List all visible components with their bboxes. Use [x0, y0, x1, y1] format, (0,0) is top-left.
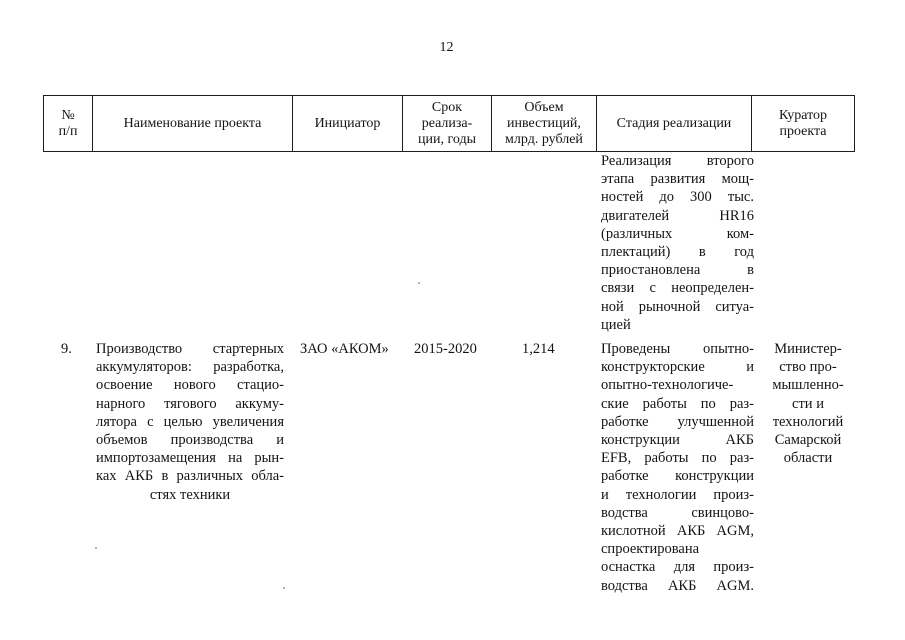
- header-number: № п/п: [58, 107, 78, 139]
- stage-line: и технологии произ-: [601, 486, 754, 503]
- scan-speck: [418, 282, 420, 284]
- header-curator: Куратор проекта: [751, 96, 854, 151]
- continued-stage-cell: [601, 152, 754, 334]
- header-investment: Объем инвестиций, млрд. рублей: [491, 96, 596, 151]
- investment-cell: 1,214: [522, 341, 555, 357]
- curator-line: мышленно-: [772, 377, 844, 394]
- project-name-line: импортозамещения на рын-: [96, 450, 284, 467]
- stage-line: Реализация второго: [601, 153, 754, 169]
- stage-line: этапа развития мощ-: [601, 171, 754, 188]
- stage-line: EFB, работы по раз-: [601, 450, 754, 467]
- stage-line: связи с неопределен-: [601, 280, 754, 297]
- stage-line: ностей до 300 тыс.: [601, 189, 754, 206]
- initiator-cell: ЗАО «АКОМ»: [300, 341, 389, 357]
- project-name-line: Производство стартерных: [96, 341, 284, 357]
- curator-line: технологий: [772, 413, 844, 430]
- curator-line: ство про-: [779, 359, 837, 376]
- stage-line: водства свинцово-: [601, 504, 754, 521]
- stage-line: конструкторские и: [601, 359, 754, 376]
- stage-line: плектаций) в год: [601, 244, 754, 261]
- page-number: 12: [439, 40, 454, 55]
- table-header: [43, 95, 855, 152]
- project-name-line: аккумуляторов: разработка,: [96, 359, 284, 376]
- stage-cell: [601, 340, 754, 595]
- stage-line: ной рыночной ситуа-: [601, 298, 754, 315]
- curator-line: области: [783, 450, 833, 467]
- stage-line: работке улучшенной: [601, 413, 754, 430]
- term-cell: 2015-2020: [414, 341, 477, 357]
- header-initiator: Инициатор: [292, 96, 402, 151]
- stage-line: Проведены опытно-: [601, 341, 754, 357]
- stage-line: (различных ком-: [601, 225, 754, 242]
- row-number: 9.: [61, 341, 72, 357]
- curator-line: Самарской: [774, 432, 842, 449]
- scan-speck: [283, 587, 285, 589]
- curator-line: Министер-: [774, 341, 842, 357]
- project-name-cell: [96, 340, 284, 504]
- curator-cell: [758, 340, 858, 467]
- stage-line: оснастка для произ-: [601, 559, 754, 576]
- curator-line: сти и: [792, 395, 824, 412]
- project-name-line: лятора с целью увеличения: [96, 413, 284, 430]
- stage-line: приостановлена в: [601, 262, 754, 279]
- stage-line: двигателей HR16: [601, 207, 754, 224]
- header-term: Срок реализа- ции, годы: [402, 96, 491, 151]
- stage-line: работке конструкции: [601, 468, 754, 485]
- header-project-name: Наименование проекта: [92, 96, 292, 151]
- project-name-line: ках АКБ в различных обла-: [96, 468, 284, 485]
- project-name-line: стях техники: [149, 486, 231, 503]
- stage-line: цией: [601, 316, 631, 333]
- project-name-line: нарного тягового аккуму-: [96, 395, 284, 412]
- stage-line: конструкции АКБ: [601, 432, 754, 449]
- stage-line: кислотной АКБ AGM,: [601, 523, 754, 540]
- stage-line: водства АКБ AGM.: [601, 577, 754, 594]
- project-name-line: объемов производства и: [96, 432, 284, 449]
- stage-line: спроектирована: [601, 541, 700, 558]
- header-stage: Стадия реализации: [596, 96, 751, 151]
- stage-line: ские работы по раз-: [601, 395, 754, 412]
- stage-line: опытно-технологиче-: [601, 377, 734, 394]
- scan-speck: [95, 547, 97, 549]
- project-name-line: освоение нового стацио-: [96, 377, 284, 394]
